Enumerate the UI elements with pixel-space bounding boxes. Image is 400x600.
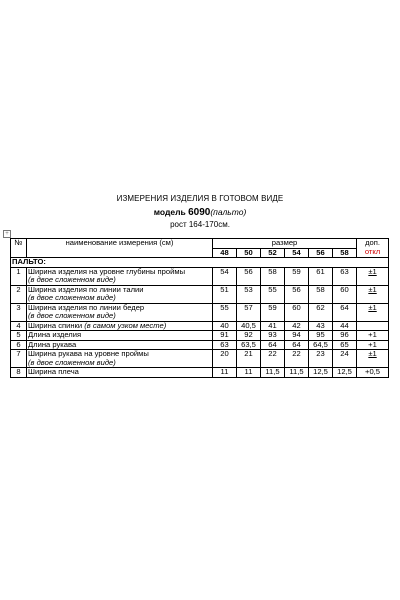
size-value: 54 [213,267,237,285]
size-value: 23 [309,350,333,368]
size-value: 63,5 [237,340,261,350]
size-header: 58 [333,248,357,258]
section-label: ПАЛЬТО: [11,258,389,268]
row-tolerance: +1 [357,340,389,350]
row-name-cell [27,303,213,321]
size-value: 22 [261,350,285,368]
size-value: 58 [309,285,333,303]
row-name: Длина рукава [28,339,77,349]
table-row [11,285,389,303]
size-value: 92 [237,331,261,341]
document-title: ИЗМЕРЕНИЯ ИЗДЕЛИЯ В ГОТОВОМ ВИДЕ [116,194,284,203]
table-row [11,368,389,378]
size-value: 55 [261,285,285,303]
header-otkl: откл [364,246,381,256]
row-name: Ширина изделия на уровне глубины проймы [28,266,186,276]
row-tolerance: ±1 [357,267,389,285]
row-tolerance: +0,5 [357,368,389,378]
size-value: 12,5 [309,368,333,378]
size-value: 91 [213,331,237,341]
size-value: 93 [261,331,285,341]
height-line: рост 164-170см. [170,220,230,229]
size-value: 11 [213,368,237,378]
size-value: 11 [237,368,261,378]
row-note: (в самом узком месте) [84,320,167,330]
row-name: Ширина спинки [28,320,83,330]
size-value: 64 [261,340,285,350]
size-value: 44 [333,321,357,331]
size-value: 20 [213,350,237,368]
row-note: (в двое сложенном виде) [28,311,116,320]
row-note: (в двое сложенном виде) [28,293,116,302]
row-tolerance: +1 [357,331,389,341]
size-value: 53 [237,285,261,303]
size-value: 60 [333,285,357,303]
size-value: 56 [285,285,309,303]
row-name: Ширина рукава на уровне проймы [28,349,149,358]
size-value: 60 [285,303,309,321]
size-value: 57 [237,303,261,321]
size-value: 42 [285,321,309,331]
size-value: 51 [213,285,237,303]
model-prefix: модель [153,207,186,217]
row-tolerance: ±1 [357,303,389,321]
header-size: размер [213,239,357,249]
table-row [11,331,389,341]
size-value: 59 [285,267,309,285]
size-header: 48 [213,248,237,258]
row-name-cell [27,368,213,378]
model-kind: (пальто) [210,207,247,217]
size-value: 94 [285,331,309,341]
row-name-cell [27,350,213,368]
row-name: Длина изделия [28,330,82,339]
size-value: 55 [213,303,237,321]
header-tolerance [357,239,389,258]
size-value: 65 [333,340,357,350]
header-dop: доп. [365,238,380,247]
size-value: 11,5 [261,368,285,378]
size-header: 52 [261,248,285,258]
table-row [11,303,389,321]
header-num: № [11,239,27,258]
section-row [11,258,389,268]
size-value: 11,5 [285,368,309,378]
size-value: 63 [333,267,357,285]
size-value: 40,5 [237,321,261,331]
size-value: 22 [285,350,309,368]
row-number: 5 [11,331,27,341]
row-name-cell [27,267,213,285]
row-number: 7 [11,350,27,368]
size-value: 61 [309,267,333,285]
table-anchor-icon[interactable]: + [3,230,11,238]
row-name: Ширина изделия по линии талии [28,284,144,294]
row-name: Ширина плеча [28,367,79,376]
row-note: (в двое сложенном виде) [28,275,116,284]
size-value: 64 [333,303,357,321]
row-number: 1 [11,267,27,285]
size-value: 41 [261,321,285,331]
row-number: 3 [11,303,27,321]
size-header: 50 [237,248,261,258]
measurement-rows [11,267,389,377]
row-tolerance: ±1 [357,350,389,368]
measurements-table [10,238,389,378]
row-name: Ширина изделия по линии бедер [28,302,145,312]
size-value: 59 [261,303,285,321]
model-code: 6090 [188,207,211,218]
size-header: 56 [309,248,333,258]
size-value: 56 [237,267,261,285]
size-header: 54 [285,248,309,258]
row-number: 4 [11,321,27,331]
size-value: 43 [309,321,333,331]
size-value: 63 [213,340,237,350]
size-value: 58 [261,267,285,285]
size-value: 21 [237,350,261,368]
size-value: 64,5 [309,340,333,350]
size-value: 64 [285,340,309,350]
size-value: 62 [309,303,333,321]
header-name: наименование измерения (см) [27,239,213,258]
row-name-cell [27,285,213,303]
size-value: 40 [213,321,237,331]
size-value: 12,5 [333,368,357,378]
size-value: 24 [333,350,357,368]
table-row [11,267,389,285]
row-name-cell [27,331,213,341]
model-line [0,207,400,218]
row-number: 2 [11,285,27,303]
size-value: 95 [309,331,333,341]
row-number: 8 [11,368,27,378]
row-number: 6 [11,340,27,350]
header-row [11,239,389,249]
table-row [11,350,389,368]
size-value: 96 [333,331,357,341]
row-tolerance: ±1 [357,285,389,303]
row-note: (в двое сложенном виде) [28,357,116,367]
